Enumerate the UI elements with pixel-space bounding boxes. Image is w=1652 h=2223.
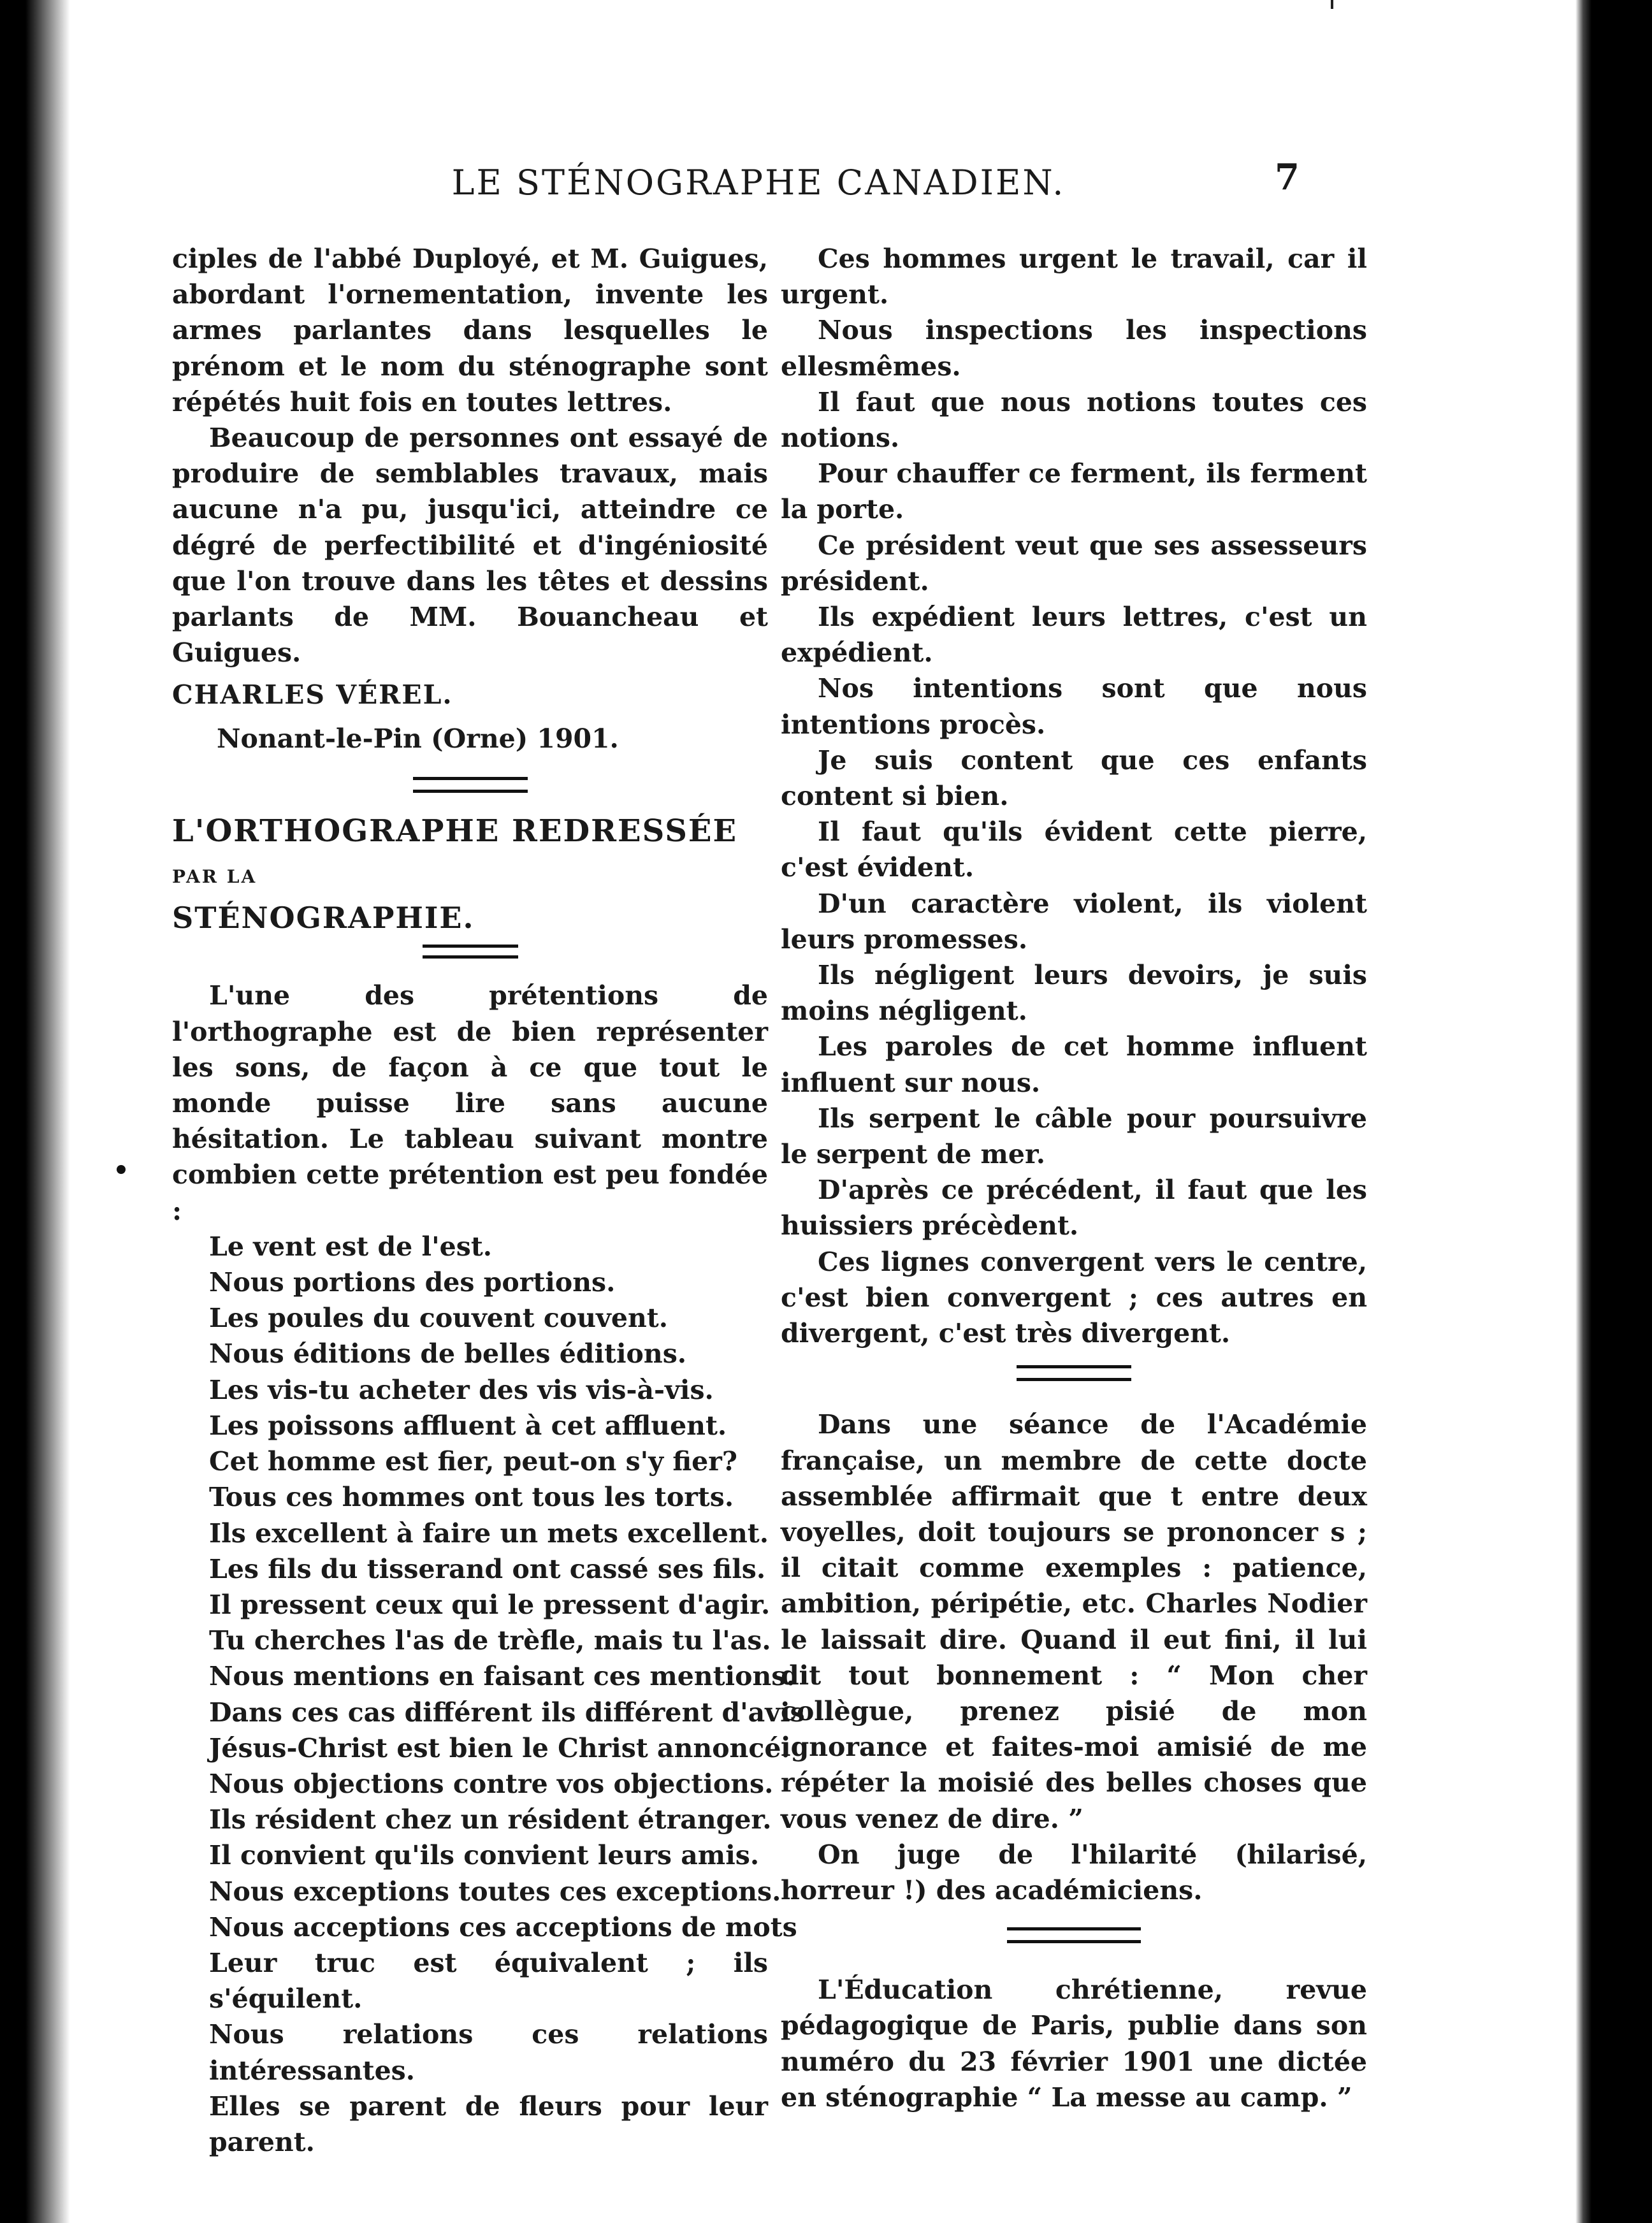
margin-dot (117, 1165, 126, 1174)
example-line: Nous relations ces relations intéressantes. (209, 2019, 768, 2086)
example-line: Leur truc est équivalent ; ils s'équilent. (209, 1947, 768, 2015)
right-column (781, 241, 1367, 2115)
example-line: Ils négligent leurs devoirs, je suis moins négligent. (781, 960, 1367, 1027)
example-line: Il faut qu'ils évident cette pierre, c'est évident. (781, 816, 1367, 883)
example-line: Nous portions des portions. (209, 1267, 616, 1298)
double-rule (413, 777, 528, 793)
academie-paragraph: Dans une séance de l'Académie française, un membre de cette docte assemblée affirmait que t entre deux voyelles, doit toujours se prononcer s ; il citait comme exemples : patience, ambition, péripétie, etc. Charles Nodier le laissait dire. Quand il eut fini, il lui dit tout bonnement : “ Mon cher collègue, prenez pisié de mon ignorance et faites-moi amisié de me répéter la moisié des belles choses que vous venez de dire. ” (781, 1409, 1367, 1834)
example-line: Ces hommes urgent le travail, car il urgent. (781, 243, 1367, 310)
section-subtitle: PAR LA (172, 866, 257, 888)
example-line: Nous acceptions ces acceptions de mots (209, 1911, 797, 1943)
example-line: Ces lignes convergent vers le centre, c'est bien convergent ; ces autres en divergent, c'est très divergent. (781, 1246, 1367, 1349)
double-rule (1007, 1927, 1141, 1943)
hilarite-paragraph: On juge de l'hilarité (hilarisé, horreur !) des académiciens. (781, 1839, 1367, 1906)
example-line: Les paroles de cet homme influent influent sur nous. (781, 1031, 1367, 1098)
examples-list-wrapped (172, 1945, 768, 2160)
double-rule (423, 945, 518, 959)
example-line: Les poules du couvent couvent. (209, 1303, 668, 1334)
example-line: Je suis content que ces enfants content si bien. (781, 744, 1367, 812)
example-line: Ils résident chez un résident étranger. (209, 1804, 772, 1836)
example-line: Ils expédient leurs lettres, c'est un expédient. (781, 602, 1367, 669)
signature: CHARLES VÉREL. (172, 679, 453, 711)
place-date: Nonant-le-Pin (Orne) 1901. (217, 723, 619, 754)
example-line: Pour chauffer ce ferment, ils ferment la porte. (781, 458, 1367, 525)
examples-list (172, 1229, 805, 1945)
scan-edge-right (1576, 0, 1652, 2223)
paragraph-beaucoup: Beaucoup de personnes ont essayé de produire de semblables travaux, mais aucune n'a pu, jusqu'ici, atteindre ce dégré de perfectibilité et d'ingéniosité que l'on trouve dans les têtes et dessins parlants de MM. Bouancheau et Guigues. (172, 423, 768, 669)
example-line: Les fils du tisserand ont cassé ses fils. (209, 1553, 766, 1584)
example-line: Tous ces hommes ont tous les torts. (209, 1482, 734, 1513)
example-line: Nous objections contre vos objections. (209, 1768, 774, 1799)
example-line: D'après ce précédent, il faut que les huissiers précèdent. (781, 1175, 1367, 1242)
example-line: Le vent est de l'est. (209, 1231, 493, 1262)
example-line: Ils excellent à faire un mets excellent. (209, 1517, 769, 1549)
example-line: Il convient qu'ils convient leurs amis. (209, 1840, 760, 1871)
example-line: Nos intentions sont que nous intentions procès. (781, 673, 1367, 740)
example-line: Dans ces cas différent ils différent d'avis (209, 1697, 805, 1728)
page-number: 7 (1275, 156, 1300, 198)
example-line: Jésus-Christ est bien le Christ annoncé. (209, 1732, 790, 1763)
example-line: Cet homme est fier, peut-on s'y fier? (209, 1446, 737, 1477)
education-paragraph: L'Éducation chrétienne, revue pédagogique de Paris, publie dans son numéro du 23 février 1901 une dictée en sténographie “ La messe au camp. ” (781, 1974, 1367, 2113)
example-line: Les vis-tu acheter des vis vis-à-vis. (209, 1374, 714, 1405)
example-line: Les poissons affluent à cet affluent. (209, 1410, 727, 1441)
example-line: Il pressent ceux qui le pressent d'agir. (209, 1589, 771, 1620)
section-title-2: STÉNOGRAPHIE. (172, 901, 475, 936)
section-title: L'ORTHOGRAPHE REDRESSÉE (172, 813, 738, 849)
example-line: Tu cherches l'as de trèfle, mais tu l'as. (209, 1625, 771, 1656)
section-intro: L'une des prétentions de l'orthographe est de bien représenter les sons, de façon à ce que tout le monde puisse lire sans aucune hésitation. Le tableau suivant montre combien cette prétention est peu fondée : (172, 980, 768, 1226)
intro-paragraph: ciples de l'abbé Duployé, et M. Guigues, abordant l'ornementation, invente les armes parlantes dans lesquelles le prénom et le nom du sténographe sont répétés huit fois en toutes lettres. (172, 243, 768, 417)
left-column (172, 241, 805, 2160)
scan-edge-left (0, 0, 70, 2223)
example-line: Nous mentions en faisant ces mentions. (209, 1661, 795, 1692)
example-line: Ils serpent le câble pour poursuivre le serpent de mer. (781, 1103, 1367, 1170)
example-line: Nous exceptions toutes ces exceptions. (209, 1876, 781, 1907)
example-line: Nous inspections les inspections ellesmêmes. (781, 315, 1367, 382)
examples-list (781, 241, 1367, 1351)
scan-mark (1331, 0, 1333, 9)
double-rule (1017, 1365, 1131, 1381)
running-header: LE STÉNOGRAPHE CANADIEN. (451, 163, 1066, 203)
example-line: Nous éditions de belles éditions. (209, 1338, 687, 1370)
example-line: Ce président veut que ses assesseurs président. (781, 530, 1367, 597)
example-line: Il faut que nous notions toutes ces notions. (781, 386, 1367, 454)
example-line: D'un caractère violent, ils violent leurs promesses. (781, 888, 1367, 955)
example-line: Elles se parent de fleurs pour leur parent. (209, 2090, 768, 2157)
